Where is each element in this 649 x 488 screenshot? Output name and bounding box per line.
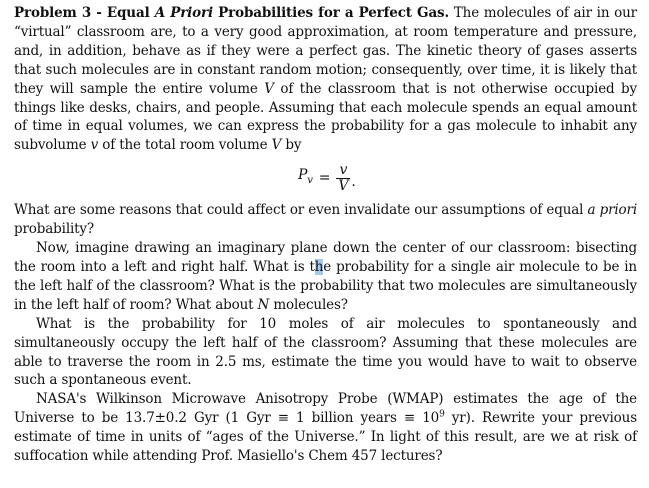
equation-block bbox=[14, 157, 637, 201]
problem-title-emphasis: A Priori bbox=[154, 5, 213, 21]
plane-text-a: Now, imagine drawing an imaginary plane down the center of our classroom: bisecting the room into a left and right half. What is t bbox=[14, 240, 637, 275]
variable-V: V bbox=[271, 137, 282, 154]
problem-title bbox=[14, 5, 449, 21]
probability-equation bbox=[298, 163, 356, 194]
intro-text-b: of the classroom that is not otherwise occupied by things like desks, chairs, and people. Assuming that each molecule spends an equal amount of time in equal volumes, we can express the probability for a gas molecule to inhabit any subvolume bbox=[14, 80, 637, 154]
plane-text-b: e probability for a single air molecule to be in the left half of the classroom? What is the probability that two molecules are simultaneously in the left half of room? What about bbox=[14, 258, 637, 313]
variable-V: V bbox=[264, 80, 274, 97]
intro-text-d: by bbox=[281, 137, 302, 154]
exponent-nine: 9 bbox=[439, 409, 445, 420]
paragraph-intro bbox=[14, 4, 637, 155]
equation-lhs bbox=[298, 166, 313, 191]
a-priori-emphasis: a priori bbox=[587, 202, 638, 219]
intro-text-c: of the total room volume bbox=[98, 137, 272, 154]
equation-fraction bbox=[336, 163, 350, 194]
wmap-text-a: NASA's Wilkinson Microwave Anisotropy Probe (WMAP) estimates the age of the Universe to be 13.7±0.2 Gyr (1 Gyr ≡ 1 billion years ≡ 10 bbox=[14, 391, 637, 427]
equation-equals: = bbox=[318, 170, 331, 187]
problem-title-lead: Problem 3 - Equal bbox=[14, 5, 155, 21]
intro-text-a: The molecules of air in our “virtual” classroom are, to a very good approximation, at room temperature and pressure, and, in addition, behave as if they were a perfect gas. The kinetic theory of gases asserts that such molecules are in constant random motion; consequently, over time, it is likely that they will sample the entire volume bbox=[14, 5, 637, 97]
paragraph-imaginary-plane bbox=[14, 239, 637, 315]
text-selection-highlight[interactable]: h bbox=[314, 258, 324, 275]
plane-text-c: molecules? bbox=[269, 296, 348, 313]
fraction-numerator: v bbox=[339, 162, 348, 179]
problem-title-tail: Probabilities for a Perfect Gas. bbox=[212, 5, 450, 21]
variable-N: N bbox=[257, 296, 270, 313]
paragraph-assumptions bbox=[14, 201, 637, 239]
wmap-text-b: yr). Rewrite your previous estimate of time in units of “ages of the Universe.” In light of this result, are we at risk of suffocation while attending Prof. Masiello's Chem 457 lectures? bbox=[14, 410, 637, 465]
assumptions-text-b: probability? bbox=[14, 221, 94, 238]
equation-lhs-symbol: P bbox=[298, 167, 308, 184]
equation-lhs-subscript: v bbox=[307, 175, 313, 187]
equation-period: . bbox=[351, 174, 356, 191]
paragraph-wmap bbox=[14, 390, 637, 466]
variable-v: v bbox=[90, 137, 99, 154]
paragraph-ten-moles bbox=[14, 315, 637, 391]
assumptions-text-a: What are some reasons that could affect or even invalidate our assumptions of equal bbox=[14, 202, 588, 219]
fraction-denominator: V bbox=[338, 178, 349, 195]
ten-moles-text: What is the probability for 10 moles of air molecules to spontaneously and simultaneously occupy the left half of the classroom? Assuming that these molecules are able to traverse the room in 2.5 ms, estimate the time you would have to wait to observe such a spontaneous event. bbox=[14, 315, 637, 389]
document-page bbox=[14, 4, 637, 466]
